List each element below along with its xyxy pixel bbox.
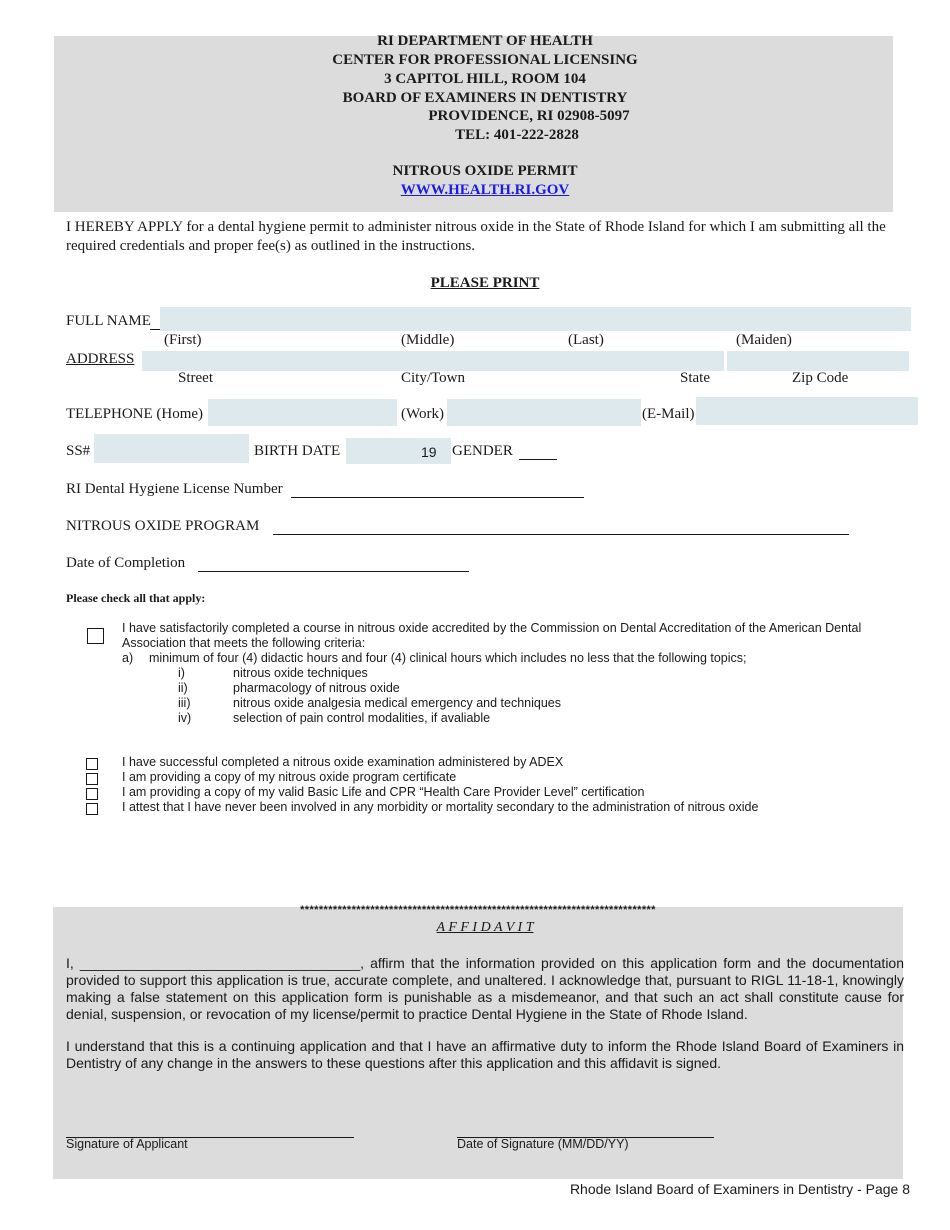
- course-text-line-2: Association that meets the following criteria:: [122, 636, 366, 650]
- header-line-1: RI DEPARTMENT OF HEALTH: [377, 33, 593, 49]
- permit-title: NITROUS OXIDE PERMIT: [392, 163, 578, 179]
- license-number-input-line[interactable]: [291, 497, 584, 498]
- email-label: (E-Mail): [642, 406, 695, 422]
- affidavit-title: A F F I D A V I T: [436, 920, 534, 935]
- page-footer: Rhode Island Board of Examiners in Dentistry - Page 8: [569, 1181, 910, 1197]
- program-label: NITROUS OXIDE PROGRAM: [66, 518, 260, 534]
- address-label: ADDRESS: [66, 351, 135, 367]
- completion-date-label: Date of Completion: [66, 555, 186, 571]
- check-item-text: I am providing a copy of my valid Basic Life and CPR “Health Care Provider Level” certification: [122, 785, 645, 799]
- check-item-text: I am providing a copy of my nitrous oxide program certificate: [122, 770, 457, 784]
- signature-label: Signature of Applicant: [66, 1137, 188, 1151]
- full-name-underline: [150, 329, 160, 330]
- affidavit-prefix: I,: [66, 955, 74, 971]
- cpr-certification-checkbox[interactable]: [86, 788, 98, 800]
- email-input[interactable]: [696, 397, 918, 425]
- affidavit-paragraph-2: I understand that this is a continuing application and that I have an affirmative duty to inform the Rhode Island Board of Examiners in Dentistry of any change in the answers to these questions after this application and this affidavit is signed.: [66, 1038, 904, 1071]
- program-input-line[interactable]: [273, 534, 849, 535]
- telephone-work-label: (Work): [401, 406, 444, 422]
- telephone-home-label: TELEPHONE (Home): [66, 406, 204, 422]
- name-last-caption: (Last): [568, 332, 604, 348]
- address-zip-caption: Zip Code: [792, 370, 849, 386]
- completion-date-input-line[interactable]: [198, 571, 469, 572]
- affidavit-statement: , affirm that the information provided on this application form and the documentation provided to support this application is true, accurate complete, and unaltered. I acknowledge that, pursuant to RIGL 11-18-1, knowingly making a false statement on this application form is punishable as a misdemeanor, and that such an act shall constitute cause for denial, suspension, or revocation of my license/permit to practice Dental Hygiene in the State of Rhode Island.: [66, 955, 904, 1022]
- affidavit-paragraph-1: [66, 955, 904, 1023]
- adex-exam-checkbox[interactable]: [86, 758, 98, 770]
- header-line-4: BOARD OF EXAMINERS IN DENTISTRY: [342, 90, 628, 106]
- birth-date-label: BIRTH DATE: [254, 443, 341, 459]
- telephone-work-input[interactable]: [447, 399, 641, 426]
- telephone-home-input[interactable]: [208, 399, 397, 426]
- gender-input-line[interactable]: [519, 459, 557, 460]
- ss-label: SS#: [66, 443, 91, 459]
- address-street-caption: Street: [178, 370, 213, 386]
- check-heading: Please check all that apply:: [66, 591, 206, 605]
- check-item-text: I attest that I have never been involved in any morbidity or mortality secondary to the administration of nitrous oxide: [122, 800, 759, 814]
- topic-text: nitrous oxide analgesia medical emergency and techniques: [233, 696, 561, 710]
- affiant-name-blank[interactable]: ____________________________________: [79, 955, 361, 971]
- birth-year-prefix: 19: [421, 444, 437, 460]
- header-line-2: CENTER FOR PROFESSIONAL LICENSING: [332, 52, 638, 68]
- course-checkbox[interactable]: [87, 628, 104, 644]
- name-first-caption: (First): [164, 332, 202, 348]
- course-text-line-1: I have satisfactorily completed a course in nitrous oxide accredited by the Commission on Dental Accreditation of the American Dental: [122, 621, 862, 635]
- topic-number: ii): [178, 681, 188, 695]
- topic-text: nitrous oxide techniques: [233, 666, 368, 680]
- criteria-marker: a): [122, 651, 134, 665]
- address-city-caption: City/Town: [401, 370, 465, 386]
- please-print-heading: PLEASE PRINT: [430, 275, 540, 291]
- full-name-label: FULL NAME: [66, 313, 151, 329]
- address-state-caption: State: [680, 370, 710, 386]
- header-line-3: 3 CAPITOL HILL, ROOM 104: [384, 71, 586, 87]
- full-name-input[interactable]: [160, 307, 911, 331]
- topic-number: i): [178, 666, 185, 680]
- name-maiden-caption: (Maiden): [736, 332, 792, 348]
- topic-number: iv): [178, 711, 192, 725]
- signature-date-label: Date of Signature (MM/DD/YY): [457, 1137, 629, 1151]
- ss-input[interactable]: [94, 434, 249, 463]
- topic-text: pharmacology of nitrous oxide: [233, 681, 400, 695]
- address-street-city-input[interactable]: [142, 351, 724, 371]
- program-certificate-checkbox[interactable]: [86, 773, 98, 785]
- website-link[interactable]: WWW.HEALTH.RI.GOV: [400, 182, 570, 198]
- header-line-6: TEL: 401-222-2828: [455, 127, 579, 143]
- address-state-zip-input[interactable]: [727, 351, 909, 371]
- affidavit-separator: ****************************************************************************: [300, 904, 656, 916]
- gender-label: GENDER: [452, 443, 513, 459]
- name-middle-caption: (Middle): [401, 332, 455, 348]
- license-number-label: RI Dental Hygiene License Number: [66, 481, 283, 497]
- header-line-5: PROVIDENCE, RI 02908-5097: [428, 108, 630, 124]
- check-item-text: I have successful completed a nitrous oxide examination administered by ADEX: [122, 755, 564, 769]
- intro-paragraph: I HEREBY APPLY for a dental hygiene permit to administer nitrous oxide in the State of Rhode Island for which I am submitting all the required credentials and proper fee(s) as outlined in the instructions.: [66, 219, 886, 254]
- topic-number: iii): [178, 696, 191, 710]
- attestation-checkbox[interactable]: [86, 803, 98, 815]
- topic-text: selection of pain control modalities, if avaliable: [233, 711, 491, 725]
- criteria-text: minimum of four (4) didactic hours and four (4) clinical hours which includes no less that the following topics;: [149, 651, 747, 665]
